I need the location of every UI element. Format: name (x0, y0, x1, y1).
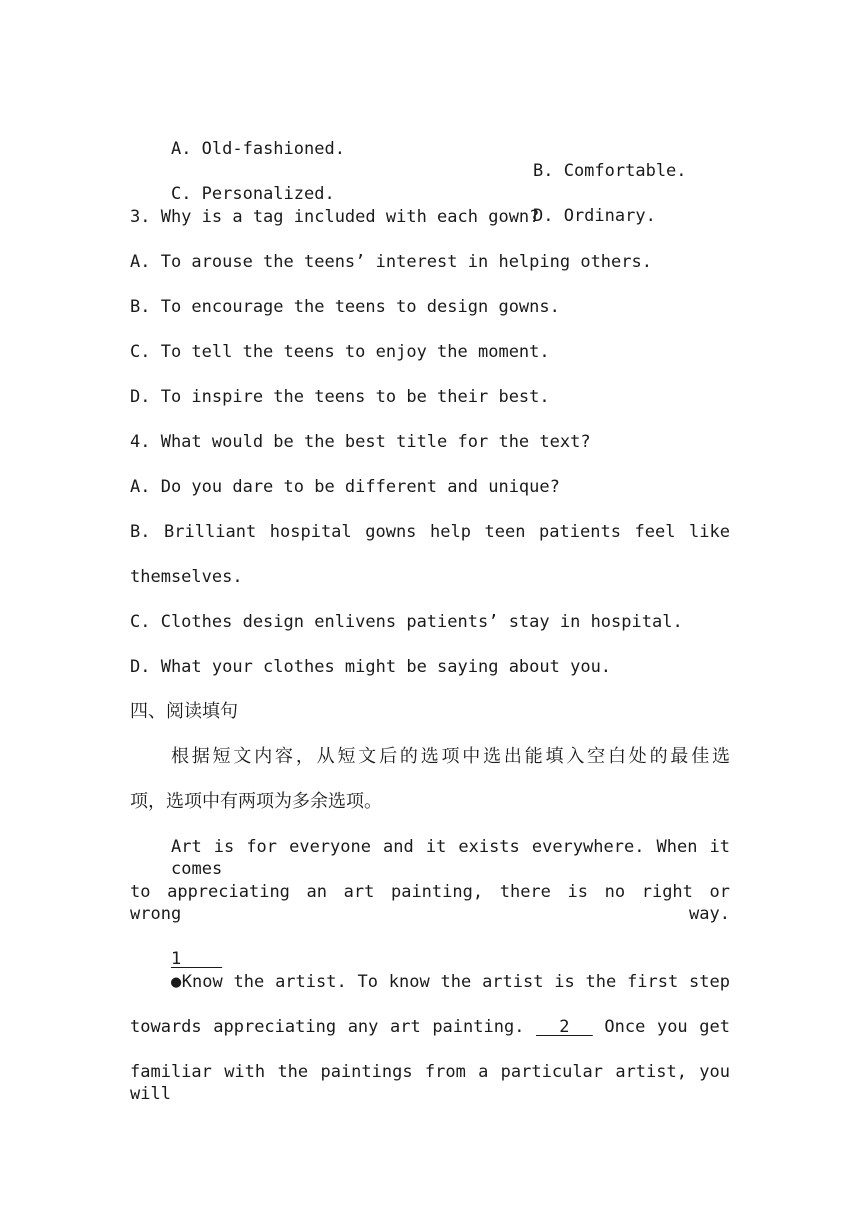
q3-option-c: C. To tell the teens to enjoy the moment. (130, 342, 550, 362)
q2-option-d: D. Ordinary. (533, 206, 656, 226)
section-heading: 四、阅读填句 (130, 701, 238, 722)
q3-stem: 3. Why is a tag included with each gown? (130, 207, 540, 227)
q4-option-a: A. Do you dare to be different and unique? (130, 477, 560, 497)
passage-p2-line2-post: Once you get (604, 1017, 730, 1037)
q3-option-d: D. To inspire the teens to be their best. (130, 387, 550, 407)
passage-p1-line1: Art is for everyone and it exists everywhere. When it comes (171, 837, 730, 879)
q2-option-c: C. Personalized. (170, 184, 335, 204)
q3-option-a: A. To arouse the teens’ interest in helping others. (130, 252, 652, 272)
q4-option-b-line2: themselves. (130, 567, 243, 587)
passage-p2-line1: ●Know the artist. To know the artist is the first step (171, 972, 730, 992)
passage-p2-line2-pre: towards appreciating any art painting. (130, 1017, 525, 1037)
q2-options-row-2 (130, 161, 730, 249)
instruction-line2: 项，选项中有两项为多余选项。 (130, 791, 382, 812)
blank-2: 2 (536, 1017, 593, 1037)
q2-option-b: B. Comfortable. (533, 161, 687, 181)
instruction-line1: 根据短文内容，从短文后的选项中选出能填入空白处的最佳选 (171, 746, 730, 767)
q4-option-c: C. Clothes design enlivens patients’ stay in hospital. (130, 612, 683, 632)
q4-option-d: D. What your clothes might be saying about you. (130, 657, 612, 677)
passage-p2-line2 (130, 1016, 730, 1038)
q3-option-b: B. To encourage the teens to design gowns. (130, 297, 560, 317)
passage-p2-line3: familiar with the paintings from a particular artist, you will (130, 1062, 730, 1104)
q4-stem: 4. What would be the best title for the text? (130, 432, 591, 452)
q2-option-a: A. Old-fashioned. (170, 139, 345, 159)
blank-1: 1 (170, 949, 223, 969)
q4-option-b-line1: B. Brilliant hospital gowns help teen patients feel like (130, 522, 730, 542)
passage-p1-line2: to appreciating an art painting, there is no right or wrong way. (130, 882, 730, 924)
